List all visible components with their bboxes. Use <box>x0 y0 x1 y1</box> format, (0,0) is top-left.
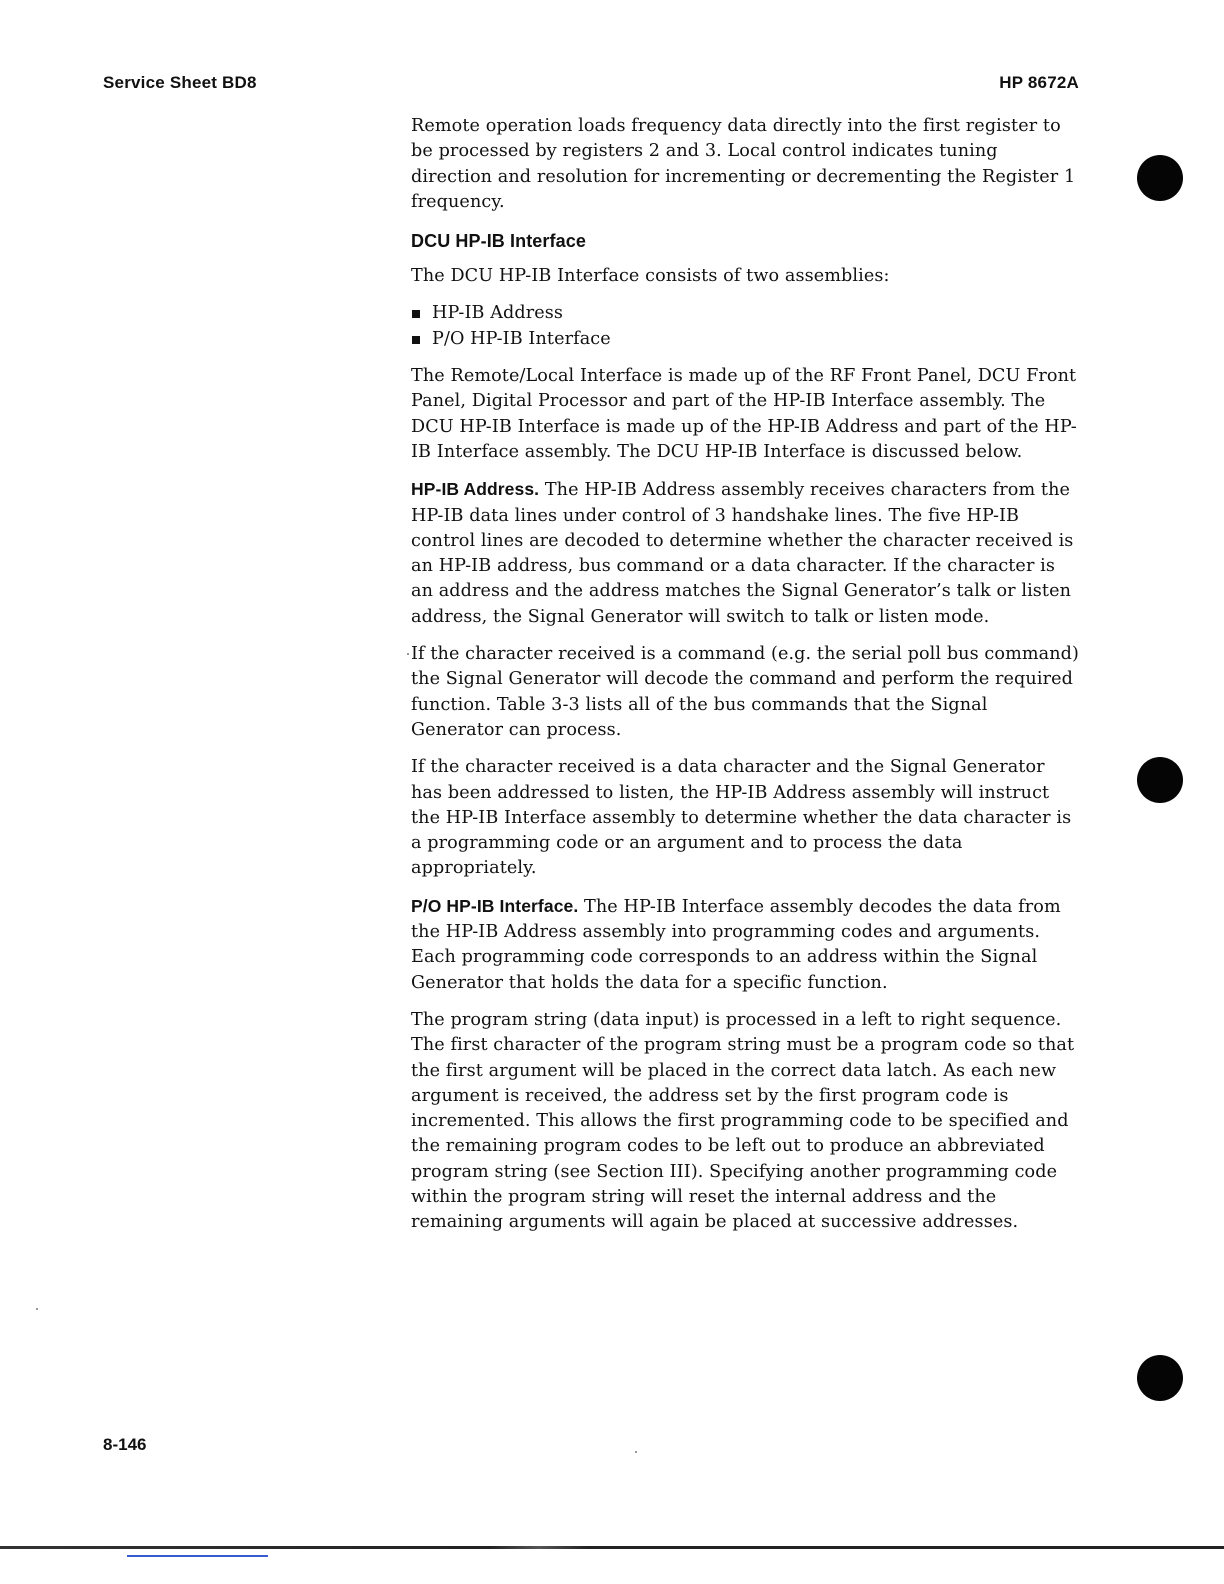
intro-paragraph: Remote operation loads frequency data directly into the first register to be processed by registers 2 and 3. Local control indicates tuning direction and resolution for incrementing or decrementing the Register 1 frequency. <box>411 116 1076 212</box>
interface-paragraph-1-text: The HP-IB Interface assembly decodes the data from the HP-IB Address assembly into programming codes and arguments. Each programming code corresponds to an address within the Signal Generator that holds the data for a specific function. <box>411 896 1061 993</box>
interface-paragraph-2: The program string (data input) is processed in a left to right sequence. The first character of the program string must be a program code so that the first argument will be placed in the correct data latch. As each new argument is received, the address set by the first program code is incremented. This allows the first programming code to be specified and the remaining program codes to be left out to produce an abbreviated program string (see Section III). Specifying another programming code within the program string will reset the internal address and the remaining arguments will again be placed at successive addresses. <box>411 1009 1075 1233</box>
list-item <box>411 301 1081 326</box>
scan-speck <box>36 1308 38 1310</box>
list-item-text: HP-IB Address <box>432 303 564 324</box>
address-paragraph-3: If the character received is a data character and the Signal Generator has been addressed to listen, the HP-IB Address assembly will instruct the HP-IB Interface assembly to determine whether the data character is a programming code or an argument and to process the data appropriately. <box>411 757 1072 879</box>
binder-hole-icon <box>1137 757 1183 803</box>
binder-hole-icon <box>1137 1355 1183 1401</box>
bottom-scan-tab <box>127 1555 268 1557</box>
binder-hole-icon <box>1137 155 1183 201</box>
address-paragraph-1 <box>411 477 1081 630</box>
square-bullet-icon <box>412 310 420 318</box>
page-number: 8-146 <box>103 1435 147 1454</box>
assembly-list <box>411 301 1081 352</box>
list-item <box>411 327 1081 352</box>
running-head-right: HP 8672A <box>999 73 1079 92</box>
section-heading: DCU HP-IB Interface <box>411 231 586 252</box>
address-runin-heading: HP-IB Address. <box>411 479 540 500</box>
bottom-scan-edge <box>0 1546 1224 1549</box>
page-body <box>411 114 1081 1248</box>
scan-speck <box>407 653 409 655</box>
address-paragraph-1-text: The HP-IB Address assembly receives characters from the HP-IB data lines under control of 3 handshake lines. The five HP-IB control lines are decoded to determine whether the character received is an HP-IB address, bus command or a data character. If the character is an address and the address matches the Signal Generator’s talk or listen address, the Signal Generator will switch to talk or listen mode. <box>411 480 1074 627</box>
list-item-text: P/O HP-IB Interface <box>432 328 611 349</box>
interface-runin-heading: P/O HP-IB Interface. <box>411 895 579 916</box>
address-paragraph-2: If the character received is a command (e.g. the serial poll bus command) the Signal Generator will decode the command and perform the required function. Table 3-3 lists all of the bus commands that the Signal Generator can process. <box>411 644 1079 740</box>
running-head-left: Service Sheet BD8 <box>103 73 257 92</box>
interface-paragraph-1 <box>411 894 1081 996</box>
square-bullet-icon <box>412 336 420 344</box>
scan-speck <box>635 1451 637 1453</box>
section-lead-paragraph: The DCU HP-IB Interface consists of two assemblies: <box>411 266 890 287</box>
overview-paragraph: The Remote/Local Interface is made up of the RF Front Panel, DCU Front Panel, Digital Processor and part of the HP-IB Interface assembly. The DCU HP-IB Interface is made up of the HP-IB Address and part of the HP-IB Interface assembly. The DCU HP-IB Interface is discussed below. <box>411 366 1077 462</box>
